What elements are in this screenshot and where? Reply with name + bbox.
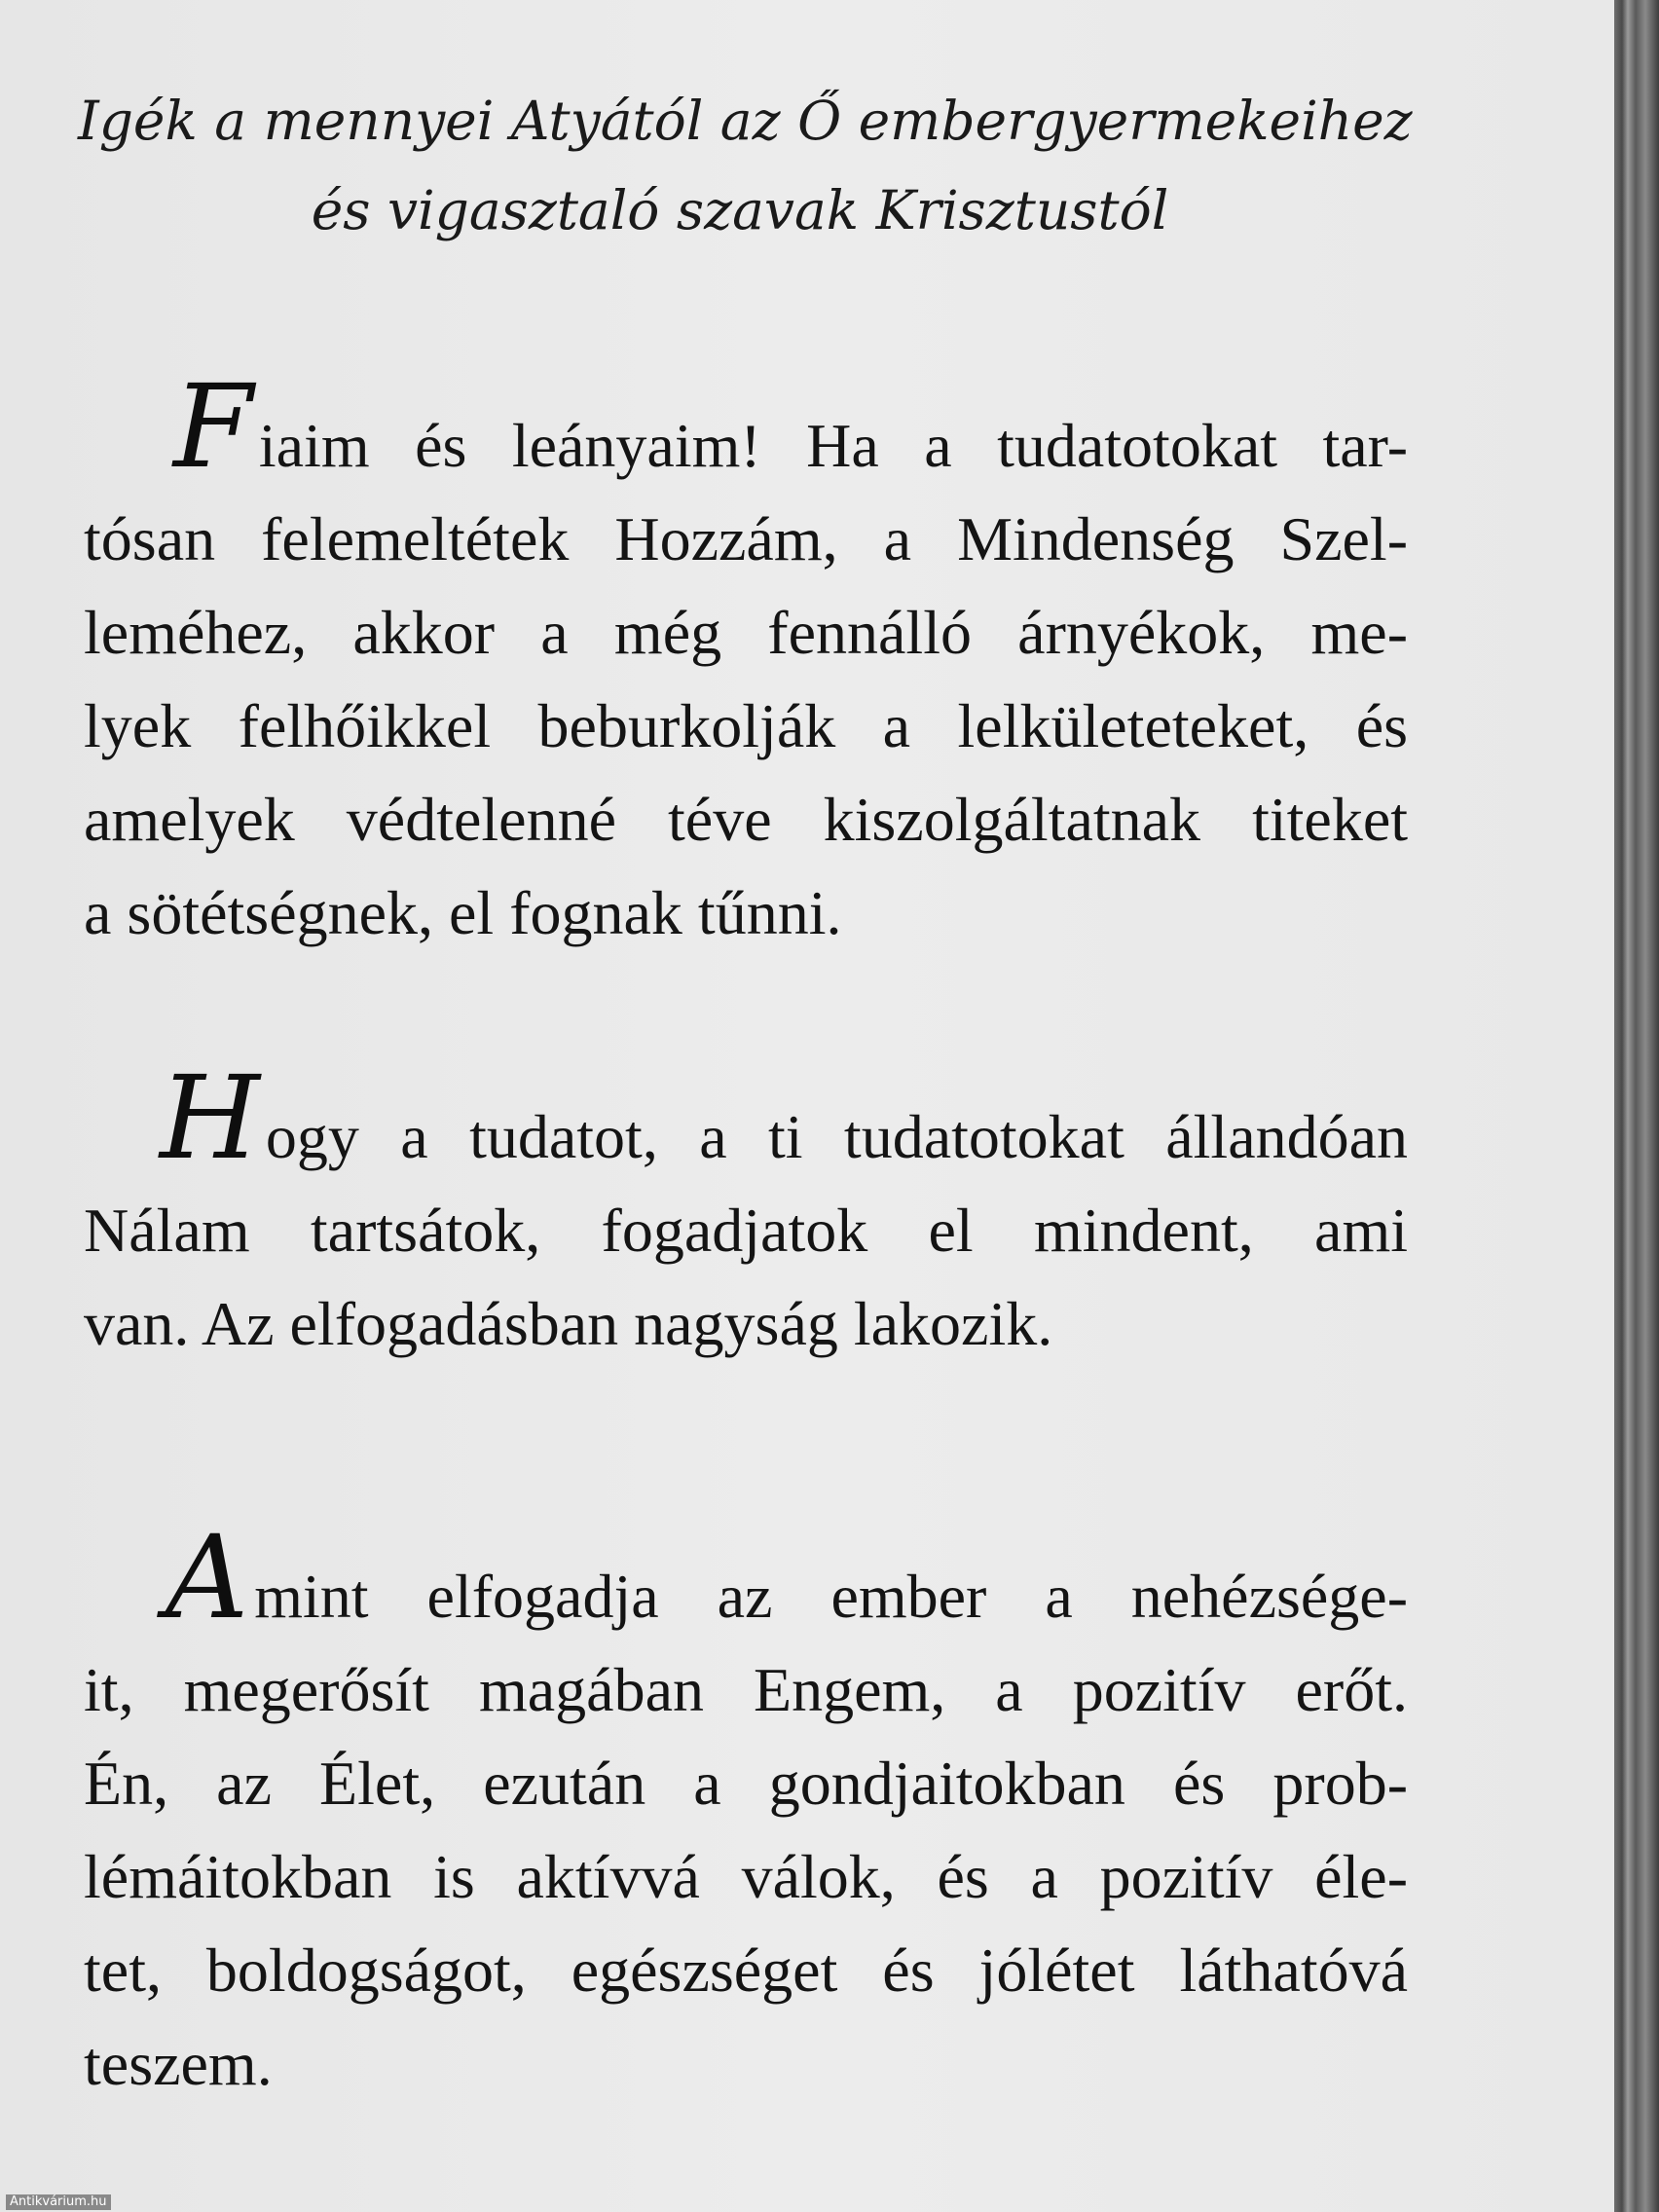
paragraph-2-line-3: van. Az elfogadásban nagyság lakozik. xyxy=(84,1289,1053,1358)
watermark: Antikvárium.hu xyxy=(6,2194,111,2210)
header-line-2: és vigasztaló szavak Krisztustól xyxy=(311,179,1169,241)
paragraph-2-line-2: Nálam tartsátok, fogadjatok el mindent, ami xyxy=(84,1196,1408,1265)
paragraph-3-line-3: Én, az Élet, ezután a gondjaitokban és prob- xyxy=(84,1749,1408,1818)
paragraph-3-line-1: mint elfogadja az ember a nehézsége- xyxy=(254,1562,1408,1631)
paragraph-1-line-2: tósan felemeltétek Hozzám, a Mindenség Szel- xyxy=(84,504,1408,573)
paragraph-2 xyxy=(84,1051,1408,1371)
header-line-1: Igék a mennyei Atyától az Ő embergyermekeihez xyxy=(78,90,1413,152)
paragraph-1-line-5: amelyek védtelenné téve kiszolgáltatnak titeket xyxy=(84,785,1408,854)
book-page-edge xyxy=(1614,0,1659,2212)
paragraph-3-line-6: teszem. xyxy=(84,2029,273,2098)
paragraph-3-line-5: tet, boldogságot, egészséget és jólétet láthatóvá xyxy=(84,1936,1408,2005)
paragraph-1-line-1: iaim és leányaim! Ha a tudatotokat tar- xyxy=(258,411,1408,480)
drop-cap-f: F xyxy=(173,359,253,494)
drop-cap-a: A xyxy=(166,1510,249,1644)
paragraph-3 xyxy=(84,1510,1408,2111)
paragraph-2-line-1: ogy a tudatot, a ti tudatotokat állandóan xyxy=(265,1102,1408,1171)
paragraph-3-line-4: lémáitokban is aktívvá válok, és a pozitív éle- xyxy=(84,1842,1408,1911)
paragraph-1-line-6: a sötétségnek, el fognak tűnni. xyxy=(84,878,842,947)
paragraph-1-line-3: leméhez, akkor a még fennálló árnyékok, me- xyxy=(84,598,1408,667)
paragraph-3-line-2: it, megerősít magában Engem, a pozitív erőt. xyxy=(84,1655,1408,1724)
paragraph-1-line-4: lyek felhőikkel beburkolják a lelkületeteket, és xyxy=(84,691,1408,760)
drop-cap-h: H xyxy=(160,1051,260,1185)
paragraph-1 xyxy=(84,359,1408,960)
page-header xyxy=(78,76,1413,255)
